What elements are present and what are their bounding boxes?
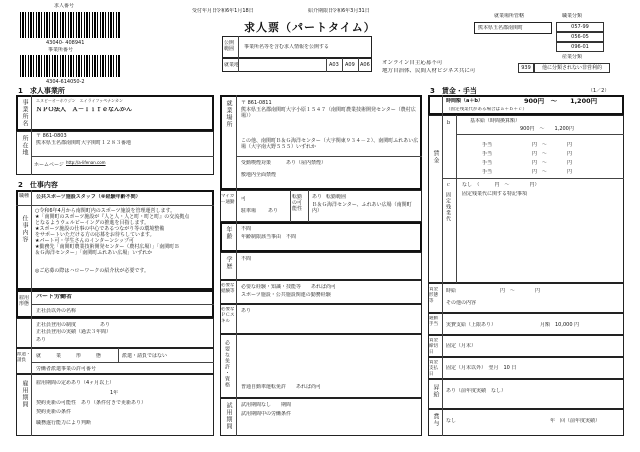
payday: 固定（月末以外） 翌月 10 日	[446, 365, 517, 371]
allowance-2-range: 円 ～ 円	[532, 151, 573, 157]
publish-range-text: 事業所名等を含む求人情報を公開する	[244, 44, 330, 50]
employment-type-label: 雇用形態	[19, 295, 30, 307]
employment-period-years: 1年	[110, 390, 119, 396]
raise-box	[428, 379, 624, 409]
hourly-wage-note: （固定残業代がある場合はａ＋ｂ＋ｃ）	[446, 107, 527, 112]
online-agency-note: 地方自治体、民間人材ビジネス共に可	[382, 68, 476, 74]
wage-side-label: 賃金	[432, 150, 439, 164]
license: 普通自動車運転免許 あれば尚可	[241, 384, 322, 390]
code-1: A03	[329, 62, 339, 68]
employment-period-label: 雇用期間	[21, 380, 28, 408]
dispatch-form: 派遣・請負ではない	[122, 353, 168, 359]
section1-title: 1 求人事業所	[18, 87, 65, 95]
qiu-number: 43040- 408941	[46, 40, 85, 46]
job-detail-lines	[35, 208, 213, 274]
smoking-note: 敷地内全面禁煙	[241, 172, 277, 178]
job-class-label: 職業分類	[562, 13, 583, 19]
office-barcode	[20, 55, 120, 77]
qiu-number-label: 求人番号	[54, 3, 75, 9]
industry-code: 939	[518, 63, 534, 73]
commute-allowance-label: 通勤手当	[429, 316, 438, 327]
regular-promotion: あり	[100, 322, 111, 328]
regular-record-label: 正社員登用の実績（過去３年間）	[36, 329, 112, 335]
bonus: なし	[446, 418, 457, 424]
education-label: 学歴	[225, 256, 232, 270]
commute-allowance: 実費支給（上限あり）	[446, 322, 497, 328]
deadline-date: 令和6年3月31日	[332, 8, 370, 14]
base-pay-label: 基本給（時間換算額）	[470, 118, 521, 124]
homepage-link[interactable]: http://a-lifenan.com	[66, 160, 106, 165]
dispatch-license-label: 労働者派遣事業の許可番号	[36, 366, 97, 372]
section3-title: 3 賃金・手当	[430, 87, 477, 95]
wage-c-label: ｃ	[446, 182, 452, 188]
parking-label: 駐車場	[241, 208, 257, 214]
job-detail-line-2: ★「南関町のスポーツ施設が『人と人・人と町・町と町』の交流拠点	[35, 214, 190, 220]
work-location-label: 就業場所	[225, 100, 232, 128]
trial-label: 試用期間	[225, 402, 232, 430]
transfer-range-label: 転勤範囲	[326, 194, 347, 200]
fixed-overtime: なし （ 円 ～ 円）	[462, 182, 540, 188]
fixed-overtime-note: 固定残業代に関する特記事項	[462, 191, 528, 197]
allowance-2: 手当	[482, 151, 493, 157]
qiu-barcode	[20, 12, 120, 38]
dispatch-form-label: 就 業 形 態	[36, 353, 102, 359]
office-name-label: 事業所名	[21, 99, 28, 127]
allowance-1: 手当	[482, 142, 493, 148]
license-label: 必要な免許・資格	[224, 340, 230, 388]
education: 不問	[241, 256, 252, 262]
hourly-wage: 900円 ～ 1,200円	[524, 98, 598, 105]
job-detail-line-9: ◎ご応募の際はハローワークの紹介状が必要です。	[35, 268, 149, 274]
hourly-wage-label: 時間額（a＋b）	[446, 98, 483, 104]
section2-title: 2 仕事内容	[18, 181, 58, 189]
receipt-date-label: 受付年月日	[192, 8, 218, 14]
wage-other: その他の内容	[446, 300, 477, 306]
wage-b-label: ｂ	[446, 120, 452, 126]
job-code-3: 096-01	[556, 42, 604, 52]
raise-label: 昇給	[432, 384, 439, 398]
deadline-label: 紹介期限日	[308, 8, 334, 14]
pc-skill-label: 必要なＰＣスキル	[221, 307, 235, 324]
bonus-note: 年 回（前年度実績）	[550, 418, 601, 424]
regular-record: あり	[36, 337, 47, 343]
wage-hourly: 円 ～ 円	[500, 288, 541, 294]
office-address: 熊本県玉名郡南関町大字関町１２８３番地	[36, 140, 132, 146]
code-2: A09	[345, 62, 355, 68]
transfer: あり	[312, 194, 323, 200]
age-note: 年齢制限該当事由 不問	[241, 234, 297, 240]
experience-required: 必要な経験・知識・技能等 あれば尚可	[241, 284, 337, 290]
page-indicator: （1／2）	[588, 88, 610, 94]
payday-label: 賃金支払日	[429, 360, 438, 377]
age-label: 年齢	[225, 226, 232, 240]
work-location-address: 熊本県玉名郡南関町大字小原１５４７（南関町農業技術開発センター（農村広場））	[241, 107, 416, 119]
regular-promotion-label: 正社員登用の制度	[36, 322, 77, 328]
job-detail-line-3: となるようウェルビーイングの推進を目指します。	[35, 220, 150, 226]
allowance-3: 手当	[482, 160, 493, 166]
employment-period: 雇用期間の定めあり（4ヶ月以上）	[36, 380, 115, 386]
office-zip: 〒 861-0803	[36, 133, 67, 139]
cutoff-label: 賃金締切日	[429, 338, 438, 355]
non-regular-name-label: 正社員以外の名称	[36, 308, 77, 314]
job-detail-line-7: ★勤務先「南関町農業技術開発センター（農村広場）」「南関町Ｂ	[35, 244, 180, 250]
smoking-policy: あり（屋内禁煙）	[286, 160, 327, 166]
cutoff: 固定（月末）	[446, 343, 477, 349]
contract-renewal-cond-label: 契約更新の条件	[36, 409, 72, 415]
code-label: 就業地	[224, 62, 240, 68]
wage-hourly-label: 時給	[446, 288, 457, 294]
homepage-label: ホームページ	[34, 162, 64, 168]
office-address-label: 所在地	[21, 135, 28, 156]
office-name-kana: エヌピーオーホウジン エイライフッペナンカン	[36, 98, 123, 103]
job-type: 公共スポーツ施設スタッフ（※経験年齢不問）	[36, 194, 141, 200]
job-detail-line-6: ★パート可・学生さんのインターンシップ可	[35, 238, 134, 244]
industry-name: 他に分類されない非営利的	[534, 63, 610, 73]
allowance-1-range: 円 ～ 円	[532, 142, 573, 148]
job-detail-line-1: ○令和6年4月から南関町内のスポーツ施設を管理運営します。	[35, 208, 176, 214]
job-detail-line-4: ★スポーツ施設の仕事の中心であるつながり等の環境整備	[35, 226, 165, 232]
transfer-range: Ｂ＆Ｇ海洋センター、ふれあい広場（南関町内）	[312, 202, 412, 214]
base-pay: 900円 ～ 1,200円	[520, 126, 574, 132]
document-title: 求人票（パートタイム）	[244, 21, 376, 34]
office-number-label: 事業所番号	[48, 47, 74, 53]
office-number: 4304-614050-2	[46, 79, 85, 85]
smoking-policy-label: 受動喫煙対策	[241, 160, 272, 166]
publish-range-label: 公開範囲	[224, 40, 235, 52]
bonus-label: 賞与	[432, 413, 439, 427]
work-location-zip: 〒 861-0811	[241, 100, 272, 106]
jurisdiction-label: 就業場所管轄	[494, 13, 525, 19]
dispatch-label: 派遣・請負	[17, 352, 31, 363]
job-detail-label: 仕事内容	[21, 215, 28, 243]
office-name: ＮＰＯ法人 Ａ－ｌｉｆｅなんかん	[36, 107, 133, 113]
age: 不問	[241, 226, 252, 232]
pc-skill: あり	[241, 308, 252, 314]
parking: あり	[268, 208, 279, 214]
job-code-2: 056-05	[556, 32, 604, 42]
job-detail-line-8: ＆Ｇ海洋センター」「南関町ふれあい広場」いずれか	[35, 250, 153, 256]
wage-detail-box	[428, 115, 624, 283]
fixed-overtime-label: 固定残業代	[445, 192, 451, 222]
raise: あり（前年度実績 なし）	[446, 388, 507, 394]
job-type-label: 職種	[19, 193, 30, 199]
allowance-4-range: 円 ～ 円	[532, 169, 573, 175]
job-code-1: 057-99	[556, 22, 604, 32]
wage-form-label: 賃金形態等	[429, 287, 438, 304]
trial-conditions-label: 試用期間中の労働条件	[241, 411, 292, 417]
job-detail-line-5: をサポートいただける方の応募をお待ちしています。	[35, 232, 155, 238]
experience-label: 必要な経験等	[221, 283, 235, 294]
employment-type: パート労働者	[36, 294, 73, 300]
contract-renewal-cond: 職務遂行能力により判断	[36, 420, 92, 426]
receipt-date: 令和6年1月18日	[216, 8, 254, 14]
transfer-label: 転勤の可能性	[292, 194, 303, 212]
code-3: A06	[360, 62, 370, 68]
online-apply-note: オンライン自主応募不可	[382, 60, 443, 66]
trial-period: 試用期間なし 期間	[241, 402, 292, 408]
work-location-other: この他、南関町Ｂ＆Ｇ海洋センター（大字関東９３４－２）、南関町ふれあい広場（大字南大野５５５）いずれか	[241, 138, 419, 150]
mycar: 可	[241, 196, 247, 202]
mycar-label: マイカー通勤	[221, 194, 235, 205]
jurisdiction: 熊本県玉名郡南関町	[478, 25, 524, 31]
contract-renewal: 契約更新の可能性 あり（条件付きで更新あり）	[36, 400, 147, 406]
industry-label: 産業分類	[562, 54, 583, 60]
experience-detail: スポーツ施設・公共施設関連の勤務経験	[241, 292, 331, 298]
allowance-3-range: 円 ～ 円	[532, 160, 573, 166]
commute-allowance-max: 月額 10,000 円	[540, 322, 580, 328]
allowance-4: 手当	[482, 169, 493, 175]
